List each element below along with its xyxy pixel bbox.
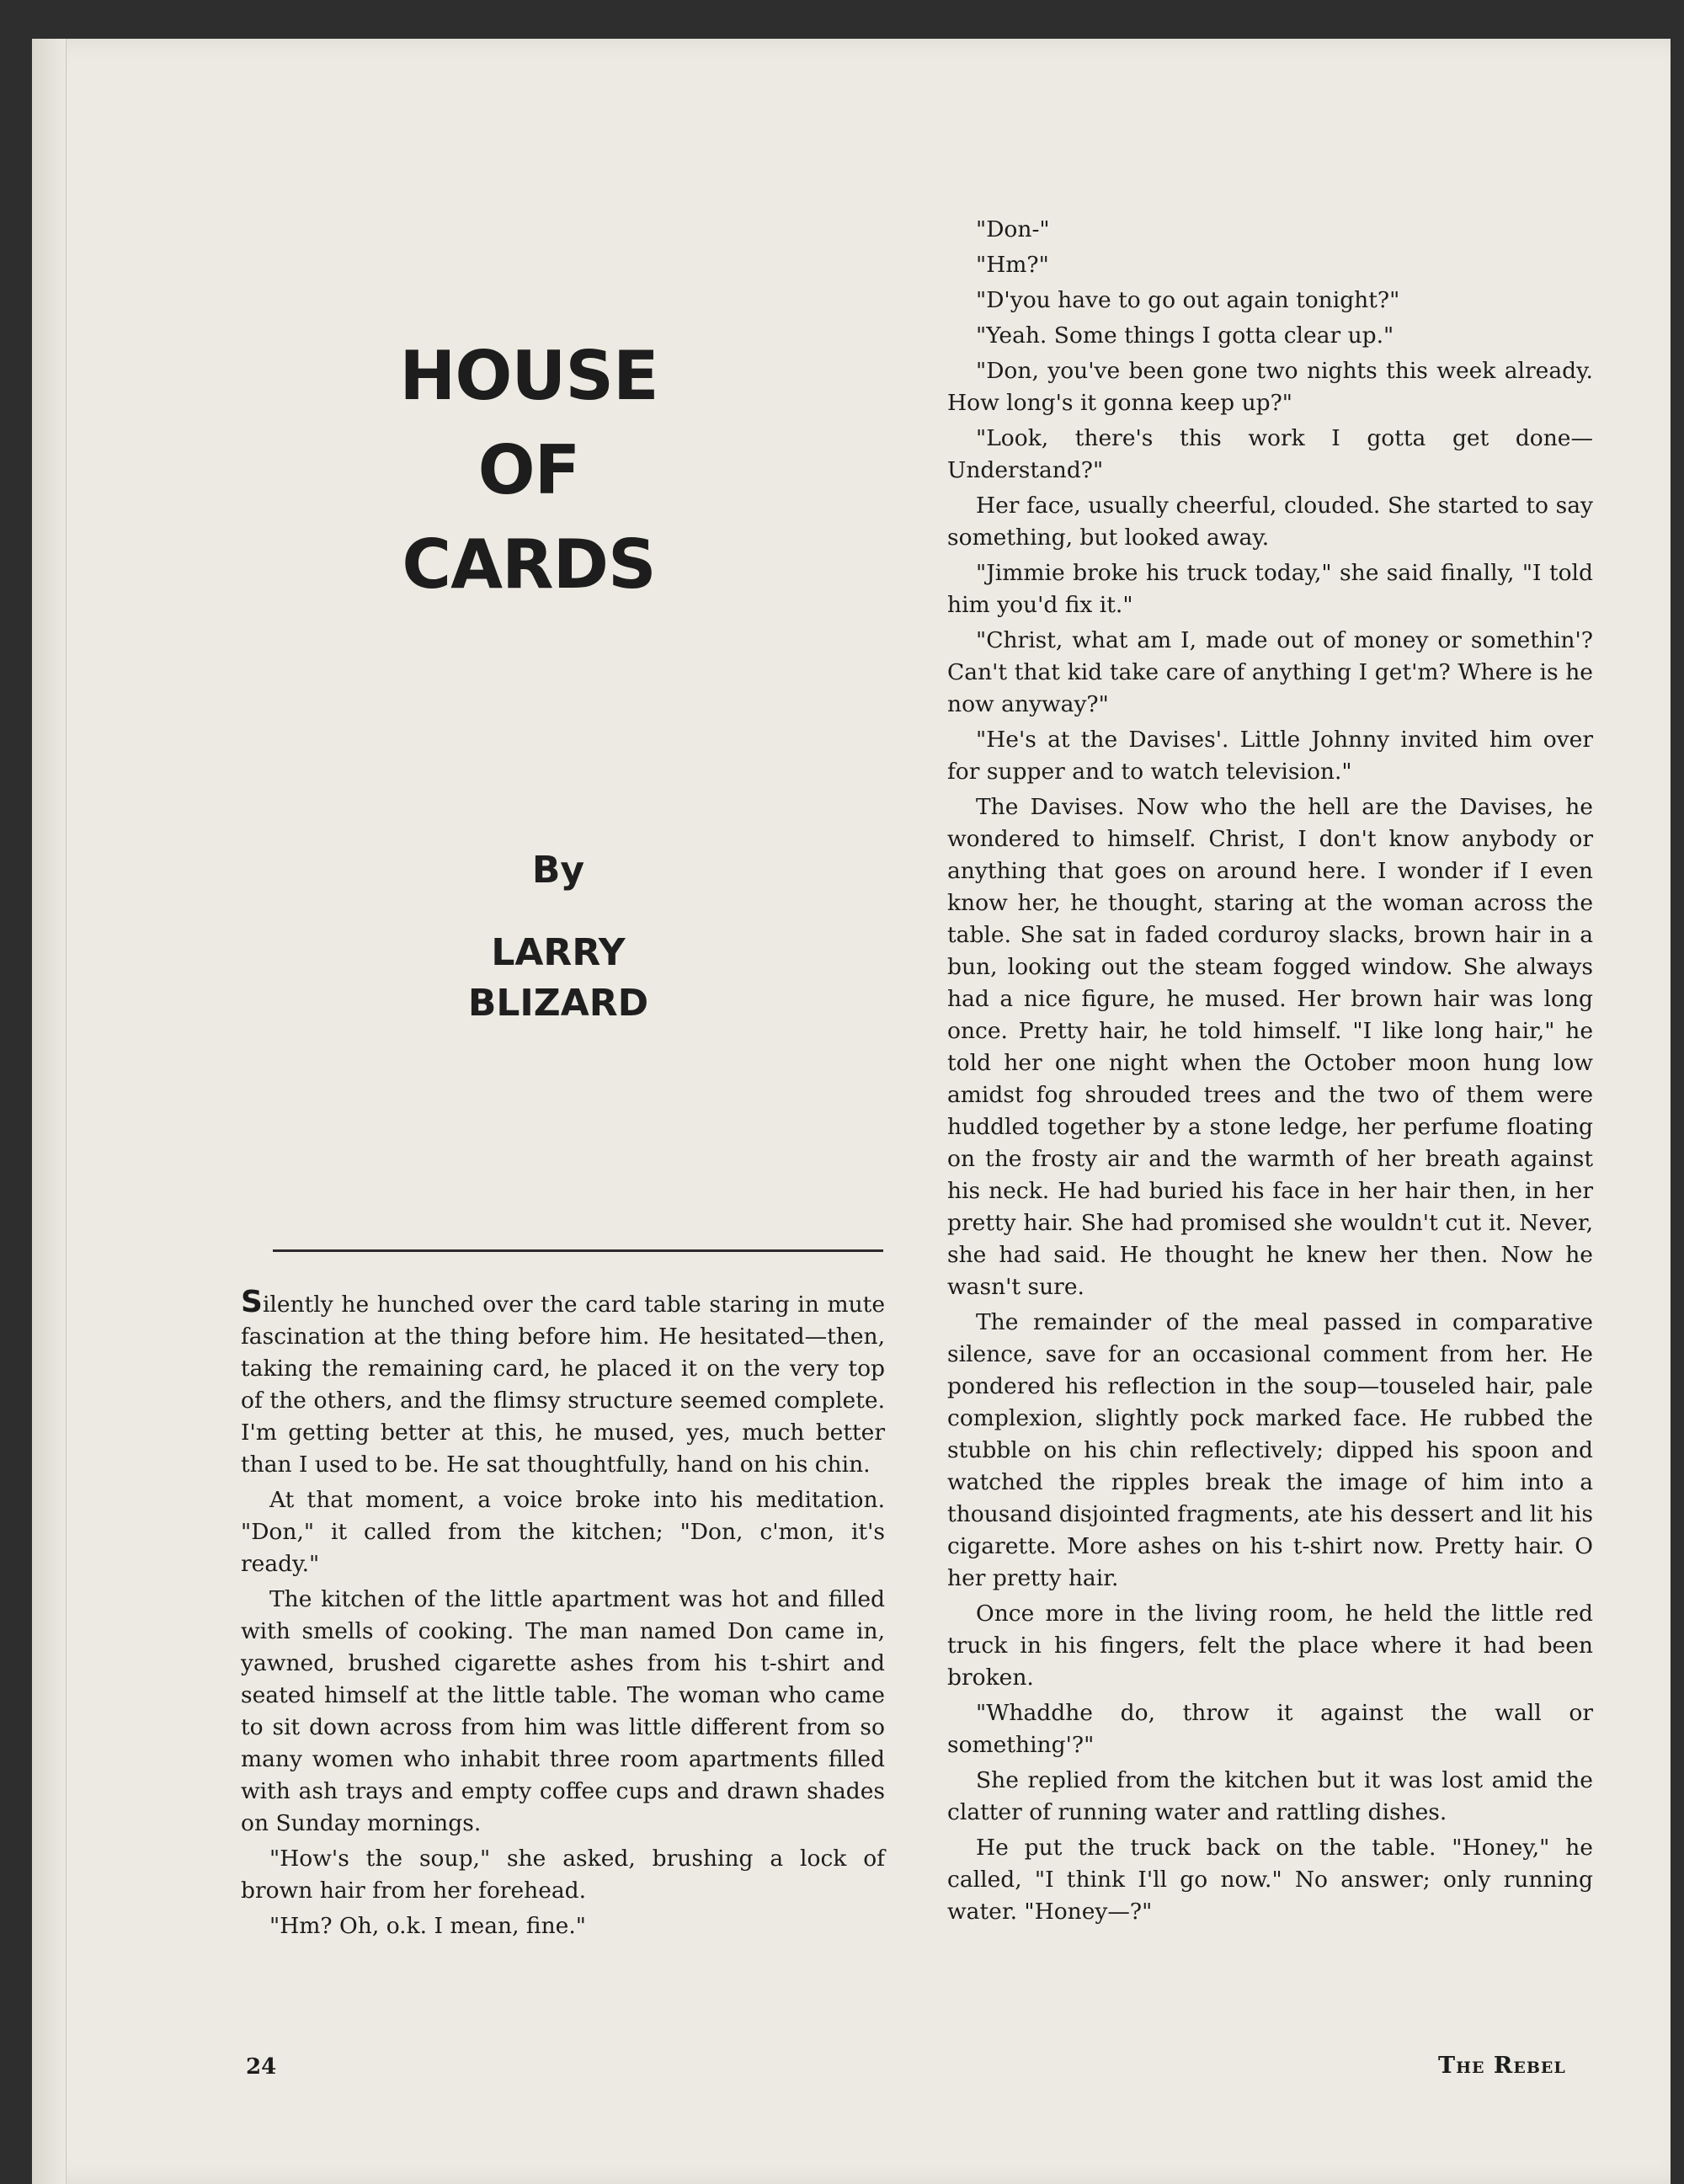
title-line: HOUSE — [399, 337, 658, 415]
paragraph: "Look, there's this work I gotta get done—Understand?" — [947, 425, 1593, 483]
magazine-page — [32, 39, 1671, 2184]
paragraph: "Don-" — [976, 216, 1050, 242]
title-line: OF — [477, 431, 580, 509]
paragraph: At that moment, a voice broke into his meditation. "Don," it called from the kitchen; "Don, c'mon, it's ready." — [241, 1487, 885, 1577]
article-title — [352, 329, 706, 612]
paragraph: "Hm? Oh, o.k. I mean, fine." — [269, 1913, 586, 1939]
paragraph: "D'you have to go out again tonight?" — [976, 287, 1400, 313]
paragraph: "Christ, what am I, made out of money or somethin'? Can't that kid take care of anything I get'm? Where is he now anyway?" — [947, 627, 1593, 717]
title-line: CARDS — [402, 525, 656, 604]
paragraph: Her face, usually cheerful, clouded. She started to say something, but looked away. — [947, 493, 1593, 551]
paragraph: She replied from the kitchen but it was lost amid the clatter of running water and rattling dishes. — [947, 1767, 1593, 1825]
divider-rule — [273, 1249, 883, 1252]
author-last-name: BLIZARD — [467, 982, 649, 1025]
page-spine — [32, 39, 67, 2184]
author-first-name: LARRY — [491, 931, 626, 974]
magazine-name: The Rebel — [1438, 2053, 1566, 2079]
byline — [415, 847, 701, 1029]
paragraph: "Don, you've been gone two nights this week already. How long's it gonna keep up?" — [947, 358, 1593, 416]
paragraph: Once more in the living room, he held the little red truck in his fingers, felt the place where it had been broken. — [947, 1601, 1593, 1691]
paragraph: The Davises. Now who the hell are the Davises, he wondered to himself. Christ, I don't know anybody or anything that goes on around here. I wonder if I even know her, he thought, staring at the woman across the table. She sat in faded corduroy slacks, brown hair in a bun, looking out the steam fogged window. She always had a nice figure, he mused. Her brown hair was long once. Pretty hair, he told himself. "I like long hair," he told her one night when the October moon hung low amidst fog shrouded trees and the two of them were huddled together by a stone ledge, her perfume floating on the frosty air and the warmth of her breath against his neck. He had buried his face in her hair then, in her pretty hair. She had promised she wouldn't cut it. Never, she had said. He thought he knew her then. Now he wasn't sure. — [947, 794, 1593, 1300]
byline-by: By — [531, 849, 585, 892]
paragraph: The kitchen of the little apartment was hot and filled with smells of cooking. The man named Don came in, yawned, brushed cigarette ashes from his t-shirt and seated himself at the little table. The woman who came to sit down across from him was little different from so many women who inhabit three room apartments filled with ash trays and empty coffee cups and drawn shades on Sunday mornings. — [241, 1586, 885, 1836]
opening-text: ilently he hunched over the card table staring in mute fascination at the thing before him. He hesitated—then, taking the remaining card, he placed it on the very top of the others, and the flimsy structure seemed complete. I'm getting better at this, he mused, yes, much better than I used to be. He sat thoughtfully, hand on his chin. — [241, 1292, 885, 1478]
page-number: 24 — [246, 2054, 277, 2080]
paragraph: "Whaddhe do, throw it against the wall or something'?" — [947, 1700, 1593, 1758]
paragraph: He put the truck back on the table. "Honey," he called, "I think I'll go now." No answer; only running water. "Honey—?" — [947, 1835, 1593, 1925]
paragraph: "Jimmie broke his truck today," she said finally, "I told him you'd fix it." — [947, 560, 1593, 618]
right-column — [947, 214, 1593, 1931]
paragraph: "How's the soup," she asked, brushing a lock of brown hair from her forehead. — [241, 1846, 885, 1904]
drop-cap: S — [241, 1285, 263, 1319]
paragraph: "Yeah. Some things I gotta clear up." — [976, 322, 1394, 349]
paragraph: "Hm?" — [976, 252, 1049, 278]
left-column — [241, 1286, 885, 1946]
paragraph: "He's at the Davises'. Little Johnny invited him over for supper and to watch television." — [947, 727, 1593, 785]
paragraph-opening — [241, 1286, 885, 1481]
paragraph: The remainder of the meal passed in comparative silence, save for an occasional comment from her. He pondered his reflection in the soup—touseled hair, pale complexion, slightly pock marked face. He rubbed the stubble on his chin reflectively; dipped his spoon and watched the ripples break the image of him into a thousand disjointed fragments, ate his dessert and lit his cigarette. More ashes on his t-shirt now. Pretty hair. O her pretty hair. — [947, 1309, 1593, 1591]
